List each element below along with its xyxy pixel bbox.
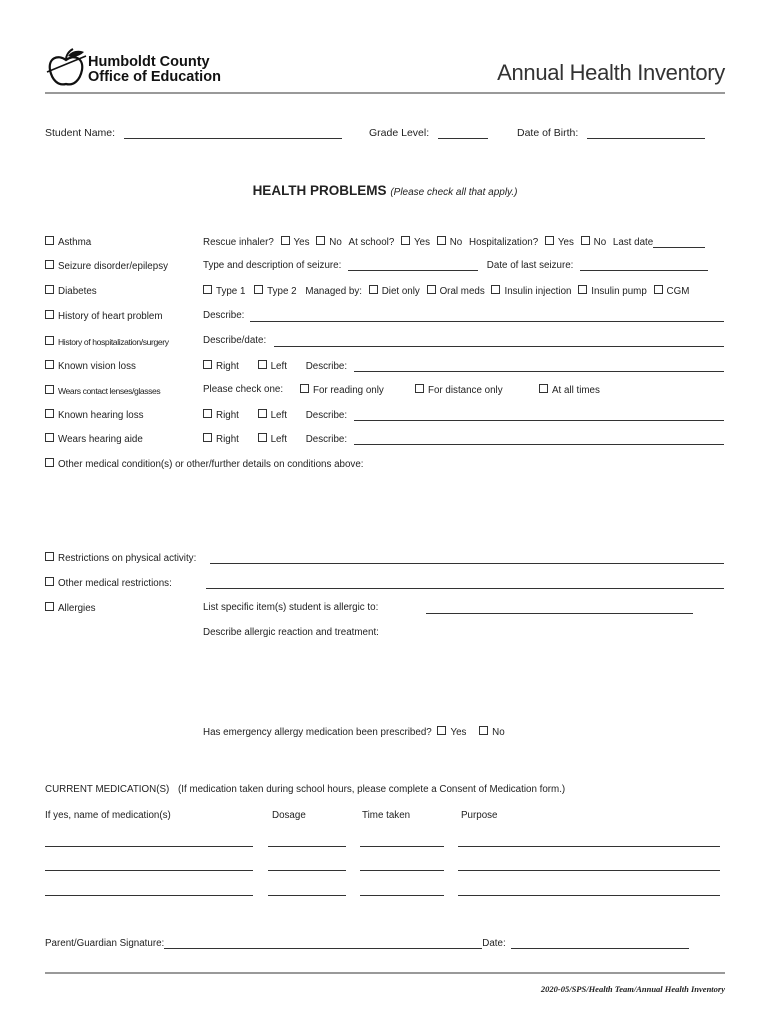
health-problems-instruction: (Please check all that apply.): [390, 187, 518, 198]
allergies-label: Allergies: [58, 603, 96, 614]
contacts-distance: [415, 384, 503, 396]
hospitalization-history-label: History of hospitalization/surgery: [58, 337, 169, 347]
other-condition-label: Other medical condition(s) or other/further details on conditions above:: [58, 459, 364, 470]
form-title: Annual Health Inventory: [497, 60, 725, 85]
seizure-row: [45, 260, 168, 272]
signature-row: [45, 938, 689, 949]
signature-label: Parent/Guardian Signature:: [45, 938, 165, 949]
apple-logo-icon: [44, 46, 88, 90]
heart-details: [203, 310, 244, 321]
reading-only-checkbox[interactable]: [300, 384, 309, 393]
hospitalization-history-row: [45, 336, 169, 347]
time-taken-field[interactable]: [360, 846, 444, 847]
seizure-type-field[interactable]: [348, 260, 478, 271]
allergy-reaction-label: Describe allergic reaction and treatment:: [203, 627, 379, 638]
emergency-medication-label: Has emergency allergy medication been prescribed?: [203, 727, 432, 738]
cgm-label: CGM: [666, 286, 690, 297]
other-condition-checkbox[interactable]: [45, 458, 54, 467]
purpose-field[interactable]: [458, 895, 720, 896]
health-problems-title: HEALTH PROBLEMS: [252, 183, 387, 198]
hearing-left-label: Left: [270, 410, 287, 421]
distance-only-label: For distance only: [428, 385, 503, 396]
medications-note: (If medication taken during school hours, please complete a Consent of Medication form.): [178, 784, 566, 795]
other-restrictions-row: [45, 577, 172, 589]
purpose-field[interactable]: [458, 870, 720, 871]
diabetes-row: [45, 285, 97, 297]
allergy-list-label: List specific item(s) student is allergic to:: [203, 602, 379, 613]
managed-by-label: Managed by:: [305, 286, 362, 297]
all-times-checkbox[interactable]: [539, 384, 548, 393]
medication-name-field[interactable]: [45, 895, 253, 896]
header-divider: [45, 92, 725, 94]
grade-level-label: Grade Level:: [369, 127, 430, 139]
hearing-aide-label: Wears hearing aide: [58, 434, 143, 445]
grade-level-row: [369, 127, 488, 139]
heart-label: History of heart problem: [58, 311, 163, 322]
contacts-checkbox[interactable]: [45, 385, 54, 394]
cgm-checkbox[interactable]: [654, 285, 663, 294]
time-taken-field[interactable]: [360, 895, 444, 896]
at-school-no-checkbox[interactable]: [437, 236, 446, 245]
contacts-all-times: [539, 384, 600, 396]
hearing-aide-checkbox[interactable]: [45, 433, 54, 442]
last-seizure-field[interactable]: [580, 260, 708, 271]
distance-only-checkbox[interactable]: [415, 384, 424, 393]
diet-only-checkbox[interactable]: [369, 285, 378, 294]
aide-left-checkbox[interactable]: [258, 433, 267, 442]
time-taken-field[interactable]: [360, 870, 444, 871]
signature-date-field[interactable]: [511, 938, 689, 949]
emergency-no-label: No: [492, 727, 505, 738]
hospitalization-describe-label: Describe/date:: [203, 335, 267, 346]
hearing-describe-label: Describe:: [305, 410, 348, 421]
restrictions-checkbox[interactable]: [45, 552, 54, 561]
at-school-yes-checkbox[interactable]: [401, 236, 410, 245]
at-school-no-label: No: [449, 237, 463, 248]
aide-right-label: Right: [216, 434, 239, 445]
dosage-field[interactable]: [268, 870, 346, 871]
purpose-header: Purpose: [461, 810, 498, 821]
hospitalization-label: Hospitalization?: [469, 237, 539, 248]
date-of-birth-row: [517, 127, 705, 139]
hospitalization-yes-label: Yes: [557, 237, 574, 248]
hospitalization-no-checkbox[interactable]: [581, 236, 590, 245]
contacts-reading: [300, 384, 384, 396]
restrictions-row: [45, 552, 196, 564]
medication-name-field[interactable]: [45, 846, 253, 847]
hospitalization-no-label: No: [593, 237, 607, 248]
type2-label: Type 2: [267, 286, 297, 297]
logo-line-2: Office of Education: [88, 69, 221, 85]
vision-label: Known vision loss: [58, 361, 136, 372]
insulin-injection-label: Insulin injection: [504, 286, 572, 297]
diabetes-label: Diabetes: [58, 286, 97, 297]
diabetes-checkbox[interactable]: [45, 285, 54, 294]
hospitalization-yes-checkbox[interactable]: [545, 236, 554, 245]
form-footer-code: 2020-05/SPS/Health Team/Annual Health Inventory: [540, 984, 725, 994]
hearing-checkbox[interactable]: [45, 409, 54, 418]
rescue-yes-label: Yes: [293, 237, 310, 248]
oral-meds-label: Oral meds: [439, 286, 485, 297]
grade-level-field[interactable]: [438, 128, 488, 139]
rescue-no-checkbox[interactable]: [316, 236, 325, 245]
asthma-checkbox[interactable]: [45, 236, 54, 245]
aide-right-checkbox[interactable]: [203, 433, 212, 442]
hearing-label: Known hearing loss: [58, 410, 144, 421]
medications-heading-row: [45, 784, 565, 795]
purpose-field[interactable]: [458, 846, 720, 847]
insulin-injection-checkbox[interactable]: [491, 285, 500, 294]
other-restrictions-checkbox[interactable]: [45, 577, 54, 586]
hearing-row: [45, 409, 144, 421]
student-name-row: [45, 127, 342, 139]
medication-name-header: If yes, name of medication(s): [45, 810, 171, 821]
contacts-check-one-label: Please check one:: [203, 384, 284, 395]
asthma-row: [45, 236, 91, 248]
last-date-label: Last date: [612, 237, 654, 248]
emergency-yes-label: Yes: [450, 727, 467, 738]
other-condition-row: [45, 458, 364, 470]
hearing-details: [203, 409, 347, 421]
hospitalization-history-checkbox[interactable]: [45, 336, 54, 345]
type1-label: Type 1: [216, 286, 246, 297]
hearing-left-checkbox[interactable]: [258, 409, 267, 418]
dosage-field[interactable]: [268, 846, 346, 847]
dosage-header: Dosage: [272, 810, 306, 821]
medication-name-field[interactable]: [45, 870, 253, 871]
vision-right-checkbox[interactable]: [203, 360, 212, 369]
vision-row: [45, 360, 136, 372]
asthma-label: Asthma: [58, 237, 92, 248]
oral-meds-checkbox[interactable]: [427, 285, 436, 294]
seizure-details: [203, 260, 708, 271]
health-problems-heading: [0, 183, 770, 198]
hearing-aide-details: [203, 433, 347, 445]
signature-field[interactable]: [164, 938, 482, 949]
heart-checkbox[interactable]: [45, 310, 54, 319]
hearing-describe-field[interactable]: [354, 420, 724, 421]
vision-left-checkbox[interactable]: [258, 360, 267, 369]
last-seizure-label: Date of last seizure:: [486, 260, 574, 271]
date-of-birth-field[interactable]: [587, 128, 705, 139]
hospitalization-describe-field[interactable]: [274, 346, 724, 347]
allergy-list-field[interactable]: [426, 613, 693, 614]
vision-describe-field[interactable]: [354, 371, 724, 372]
hearing-right-checkbox[interactable]: [203, 409, 212, 418]
student-name-field[interactable]: [124, 128, 342, 139]
medications-heading: CURRENT MEDICATION(S): [45, 784, 170, 795]
hearing-aide-row: [45, 433, 143, 445]
student-name-label: Student Name:: [45, 127, 116, 139]
heart-describe-label: Describe:: [203, 310, 245, 321]
at-school-yes-label: Yes: [414, 237, 430, 248]
insulin-pump-checkbox[interactable]: [578, 285, 587, 294]
restrictions-label: Restrictions on physical activity:: [58, 553, 197, 564]
asthma-details: [203, 236, 705, 248]
dosage-field[interactable]: [268, 895, 346, 896]
all-times-label: At all times: [552, 385, 600, 396]
logo-line-1: Humboldt County: [88, 54, 210, 70]
seizure-type-label: Type and description of seizure:: [203, 260, 342, 271]
vision-checkbox[interactable]: [45, 360, 54, 369]
vision-left-label: Left: [270, 361, 287, 372]
vision-describe-label: Describe:: [305, 361, 348, 372]
footer-divider: [45, 972, 725, 974]
seizure-label: Seizure disorder/epilepsy: [58, 261, 168, 272]
reading-only-label: For reading only: [313, 385, 384, 396]
emergency-medication-row: [203, 726, 505, 738]
aide-describe-label: Describe:: [305, 434, 348, 445]
rescue-no-label: No: [329, 237, 342, 248]
heart-row: [45, 310, 163, 322]
other-restrictions-label: Other medical restrictions:: [58, 578, 172, 589]
hospitalization-details: [203, 335, 266, 346]
insulin-pump-label: Insulin pump: [591, 286, 647, 297]
restrictions-field[interactable]: [210, 563, 724, 564]
rescue-inhaler-label: Rescue inhaler?: [203, 237, 274, 248]
aide-left-label: Left: [270, 434, 287, 445]
organization-logo-text: [88, 55, 221, 85]
time-taken-header: Time taken: [362, 810, 411, 821]
aide-describe-field[interactable]: [354, 444, 724, 445]
allergies-row: [45, 602, 96, 614]
type2-checkbox[interactable]: [254, 285, 263, 294]
contacts-row: [45, 385, 160, 396]
other-restrictions-field[interactable]: [206, 588, 724, 589]
emergency-no-checkbox[interactable]: [479, 726, 488, 735]
rescue-yes-checkbox[interactable]: [281, 236, 290, 245]
signature-date-label: Date:: [482, 938, 506, 949]
seizure-checkbox[interactable]: [45, 260, 54, 269]
at-school-label: At school?: [348, 237, 395, 248]
date-of-birth-label: Date of Birth:: [517, 127, 579, 139]
hearing-right-label: Right: [216, 410, 239, 421]
allergies-checkbox[interactable]: [45, 602, 54, 611]
type1-checkbox[interactable]: [203, 285, 212, 294]
vision-right-label: Right: [216, 361, 239, 372]
heart-describe-field[interactable]: [250, 321, 724, 322]
last-date-field[interactable]: [653, 237, 705, 248]
contacts-label: Wears contact lenses/glasses: [58, 386, 161, 396]
emergency-yes-checkbox[interactable]: [437, 726, 446, 735]
vision-details: [203, 360, 347, 372]
diabetes-details: [203, 285, 689, 297]
diet-only-label: Diet only: [381, 286, 420, 297]
